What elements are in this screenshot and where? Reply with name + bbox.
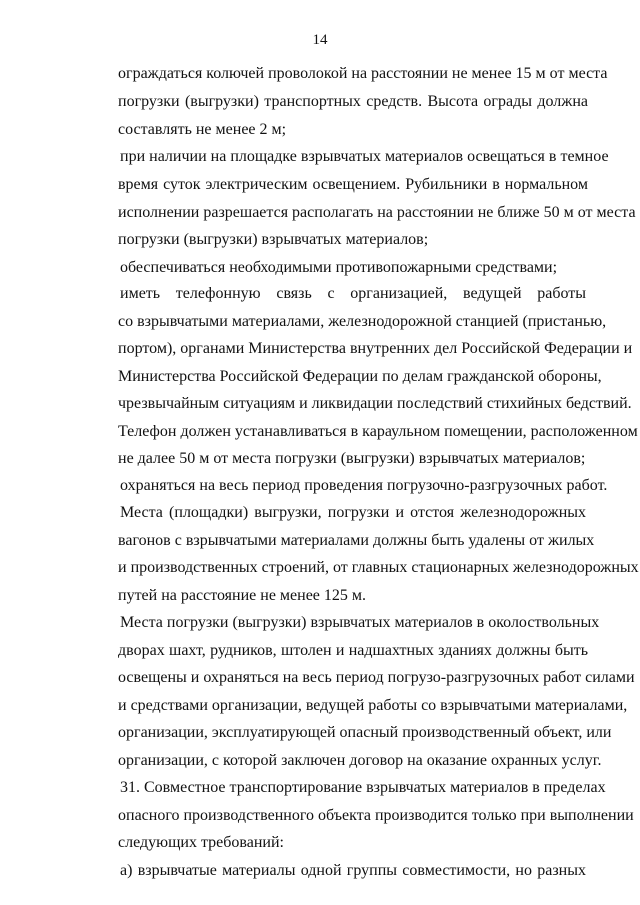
text-line: вагонов с взрывчатыми материалами должны быть удалены от жилых — [118, 532, 595, 549]
text-line: не далее 50 м от места погрузки (выгрузки) взрывчатых материалов; — [118, 450, 586, 467]
text-line: чрезвычайным ситуациям и ликвидации последствий стихийных бедствий. — [118, 395, 632, 412]
text-line: портом), органами Министерства внутренних дел Российской Федерации и — [118, 340, 633, 357]
text-line: дворах шахт, рудников, штолен и надшахтных зданиях должны быть — [118, 642, 588, 659]
text-line: ограждаться колючей проволокой на расстоянии не менее 15 м от места — [118, 65, 608, 82]
text-line: погрузки (выгрузки) взрывчатых материалов; — [118, 231, 429, 248]
text-line: со взрывчатыми материалами, железнодорожной станцией (пристанью, — [118, 313, 607, 330]
text-line: организации, с которой заключен договор на оказание охранных услуг. — [118, 752, 602, 769]
text-line: путей на расстояние не менее 125 м. — [118, 587, 367, 604]
text-line: следующих требований: — [118, 834, 284, 851]
text-line: и производственных строений, от главных стационарных железнодорожных — [118, 559, 639, 576]
text-line: опасного производственного объекта производится только при выполнении — [118, 807, 634, 824]
text-line: а) взрывчатые материалы одной группы совместимости, но разных — [120, 862, 586, 879]
page-number: 14 — [312, 32, 328, 48]
text-line: при наличии на площадке взрывчатых материалов освещаться в темное — [120, 148, 609, 165]
text-line: время суток электрическим освещением. Рубильники в нормальном — [118, 176, 588, 193]
text-line: Места (площадки) выгрузки, погрузки и отстоя железнодорожных — [120, 504, 586, 521]
text-line: Министерства Российской Федерации по делам гражданской обороны, — [118, 368, 602, 385]
text-line: Телефон должен устанавливаться в караульном помещении, расположенном — [118, 423, 638, 440]
text-line: охраняться на весь период проведения погрузочно-разгрузочных работ. — [120, 477, 608, 494]
text-line: исполнении разрешается располагать на расстоянии не ближе 50 м от места — [118, 204, 636, 221]
text-line: освещены и охраняться на весь период погрузо-разгрузочных работ силами — [118, 669, 635, 686]
text-line: Места погрузки (выгрузки) взрывчатых материалов в околоствольных — [120, 614, 600, 631]
text-line: 31. Совместное транспортирование взрывчатых материалов в пределах — [120, 779, 606, 796]
text-line: и средствами организации, ведущей работы со взрывчатыми материалами, — [118, 697, 628, 714]
text-line: организации, эксплуатирующей опасный производственный объект, или — [118, 724, 612, 741]
text-line: составлять не менее 2 м; — [118, 121, 287, 138]
text-line: погрузки (выгрузки) транспортных средств. Высота ограды должна — [118, 93, 588, 110]
text-line: иметь телефонную связь с организацией, ведущей работы — [120, 285, 586, 302]
text-line: обеспечиваться необходимыми противопожарными средствами; — [120, 259, 558, 276]
